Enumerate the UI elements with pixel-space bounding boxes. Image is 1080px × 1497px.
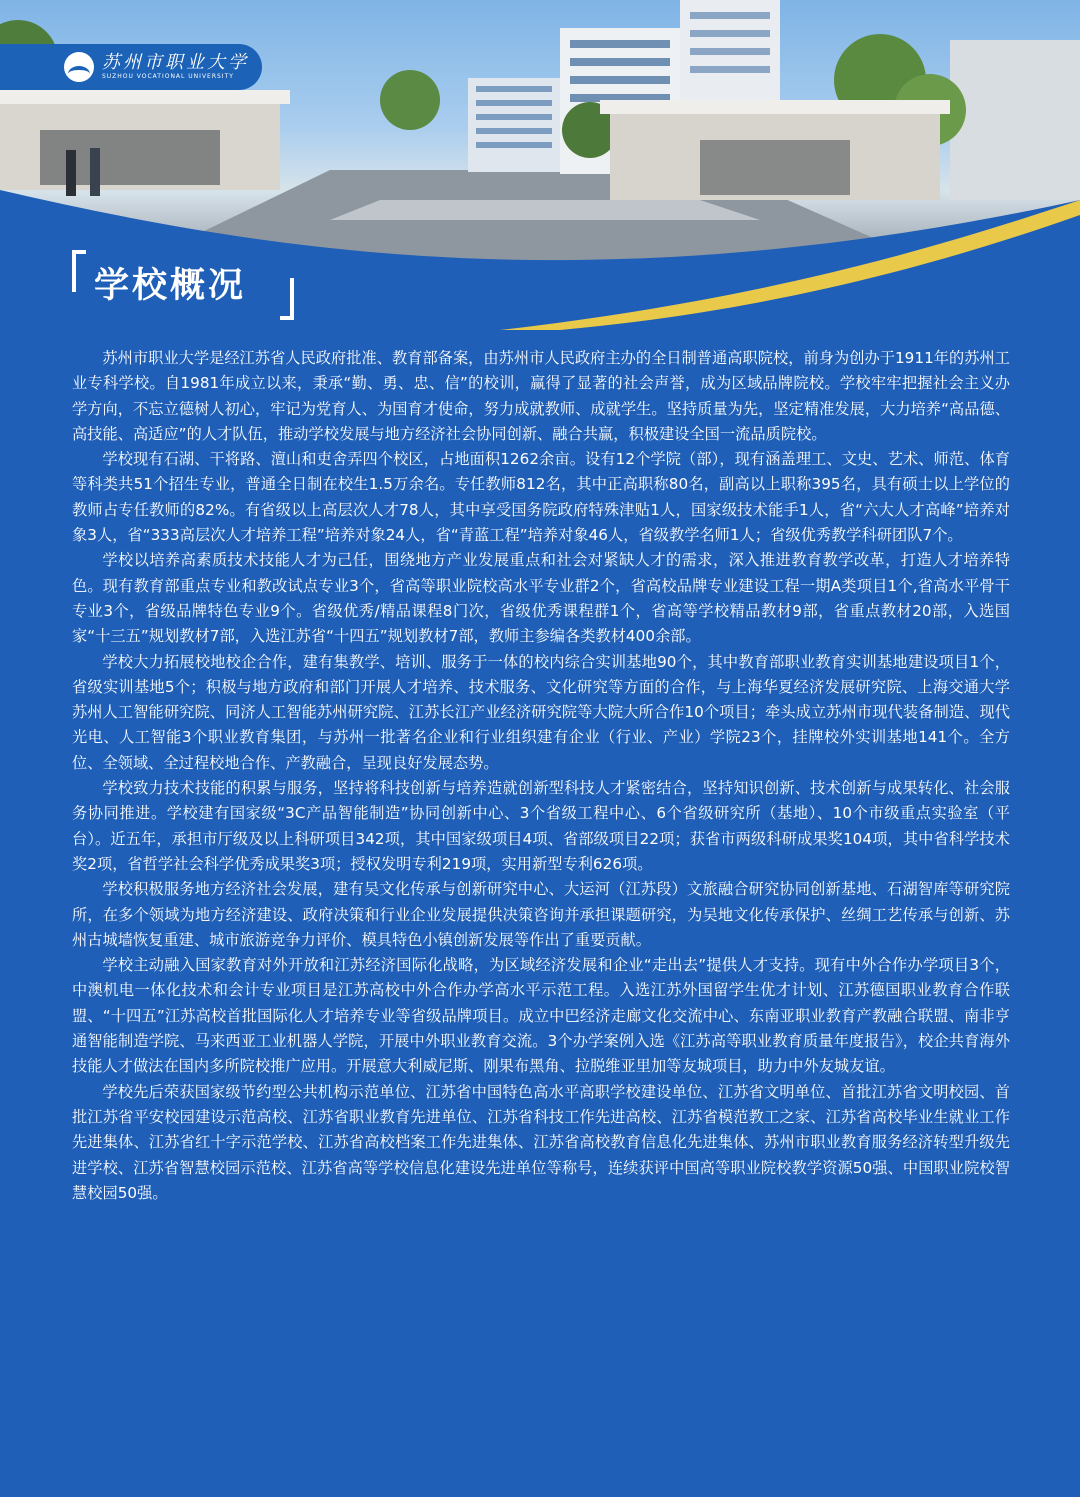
- building-edge: [950, 40, 1080, 200]
- university-emblem-icon: [64, 52, 94, 82]
- section-title: 学校概况: [94, 266, 247, 306]
- paragraph-service: 学校积极服务地方经济社会发展，建有吴文化传承与创新研究中心、大运河（江苏段）文旅融合研究协同创新基地、石湖智库等研究院所，在多个领域为地方经济建设、政府决策和行业企业发展提供决策咨询并承担课题研究，为吴地文化传承保护、丝绸工艺传承与创新、苏州古城墙恢复重建、城市旅游竞争力评价、模具特色小镇创新发展等作出了重要贡献。: [72, 880, 1010, 949]
- paragraph-research: 学校致力技术技能的积累与服务，坚持将科技创新与培养造就创新型科技人才紧密结合，坚持知识创新、技术创新与成果转化、社会服务协同推进。学校建有国家级“3C产品智能制造”协同创新中心、3个省级工程中心、6个省级研究所（基地）、10个市级重点实验室（平台）。近五年，承担市厅级及以上科研项目342项，其中国家级项目4项、省部级项目22项；获省市两级科研成果奖104项，其中省科学技术奖2项，省哲学社会科学优秀成果奖3项；授权发明专利219项，实用新型专利626项。: [72, 779, 1010, 873]
- pedestrian: [66, 150, 76, 196]
- paragraph-international: 学校主动融入国家教育对外开放和江苏经济国际化战略，为区域经济发展和企业“走出去”提供人才支持。现有中外合作办学项目3个，中澳机电一体化技术和会计专业项目是江苏高校中外合作办学高水平示范工程。入选江苏外国留学生优才计划、江苏德国职业教育合作联盟、“十四五”江苏高校首批国际化人才培养专业等省级品牌项目。成立中巴经济走廊文化交流中心、东南亚职业教育产教融合联盟、南非亨通智能制造学院、马来西亚工业机器人学院，开展中外职业教育交流。3个办学案例入选《江苏高等职业教育质量年度报告》，校企共育海外技能人才做法在国内多所院校推广应用。开展意大利威尼斯、刚果布黑角、拉脱维亚里加等友城项目，助力中外友城友谊。: [72, 956, 1010, 1076]
- crosswalk: [330, 200, 760, 220]
- university-logo: [0, 44, 262, 90]
- university-name-en: SUZHOU VOCATIONAL UNIVERSITY: [102, 73, 234, 80]
- paragraph-teaching: 学校以培养高素质技术技能人才为己任，围绕地方产业发展重点和社会对紧缺人才的需求，深入推进教育教学改革，打造人才培养特色。现有教育部重点专业和教改试点专业3个，省高等职业院校高水平专业群2个，省高校品牌专业建设工程一期A类项目1个,省高水平骨干专业3个，省级品牌特色专业9个。省级优秀/精品课程8门次，省级优秀课程群1个，省高等学校精品教材9部，省重点教材20部，入选国家“十三五”规划教材7部，入选江苏省“十四五”规划教材7部，教师主参编各类教材400余部。: [72, 551, 1010, 646]
- paragraph-cooperation: 学校大力拓展校地校企合作，建有集教学、培训、服务于一体的校内综合实训基地90个，其中教育部职业教育实训基地建设项目1个，省级实训基地5个；积极与地方政府和部门开展人才培养、技术服务、文化研究等方面的合作，与上海华夏经济发展研究院、上海交通大学苏州人工智能研究院、同济人工智能苏州研究院、江苏长江产业经济研究院等大院大所合作10个项目；牵头成立苏州市现代装备制造、现代光电、人工智能3个职业教育集团，与苏州一批著名企业和行业组织建有企业（行业、产业）学院23个，挂牌校外实训基地141个。全方位、全领域、全过程校地合作、产教融合，呈现良好发展态势。: [72, 652, 1010, 772]
- tree: [380, 70, 440, 130]
- paragraph-campus: 学校现有石湖、干将路、澶山和吏舍弄四个校区，占地面积1262余亩。设有12个学院（部），现有涵盖理工、文史、艺术、师范、体育等科类共51个招生专业，普通全日制在校生1.5万余名。专任教师812名，其中正高职称80名，副高以上职称395名，具有硕士以上学位的教师占专任教师的82%。有省级以上高层次人才78人，其中享受国务院政府特殊津贴1人，国家级技术能手1人，省“六大人才高峰”培养对象3人，省“333高层次人才培养工程”培养对象24人，省“青蓝工程”培养对象46人，省级教学名师1人；省级优秀教学科研团队7个。: [72, 450, 1010, 545]
- paragraph-intro: 苏州市职业大学是经江苏省人民政府批准、教育部备案，由苏州市人民政府主办的全日制普通高职院校，前身为创办于1911年的苏州工业专科学校。自1981年成立以来，秉承“勤、勇、忠、信”的校训，赢得了显著的社会声誉，成为区域品牌院校。学校牢牢把握社会主义办学方向，不忘立德树人初心，牢记为党育人、为国育才使命，努力成就教师、成就学生。坚持质量为先，坚定精准发展，大力培养“高品德、高技能、高适应”的人才队伍，推动学校发展与地方经济社会协同创新、融合共赢，积极建设全国一流品质院校。: [72, 349, 1010, 443]
- paragraph-honors: 学校先后荣获国家级节约型公共机构示范单位、江苏省中国特色高水平高职学校建设单位、江苏省文明单位、首批江苏省文明校园、首批江苏省平安校园建设示范高校、江苏省职业教育先进单位、江苏省科技工作先进高校、江苏省模范教工之家、江苏省高校毕业生就业工作先进集体、江苏省红十字示范学校、江苏省高校档案工作先进集体、江苏省高校教育信息化先进集体、苏州市职业教育服务经济转型升级先进学校、江苏省智慧校园示范校、江苏省高等学校信息化建设先进单位等称号，连续获评中国高等职业院校教学资源50强、中国职业院校智慧校园50强。: [72, 1082, 1010, 1202]
- title-bracket-left: [72, 250, 86, 292]
- section-title-frame: [72, 250, 294, 320]
- university-name: 苏州市职业大学: [102, 52, 249, 73]
- article-body: [72, 346, 1010, 1206]
- title-bracket-right: [280, 278, 294, 320]
- pedestrian: [90, 148, 100, 196]
- building-far: [468, 78, 560, 172]
